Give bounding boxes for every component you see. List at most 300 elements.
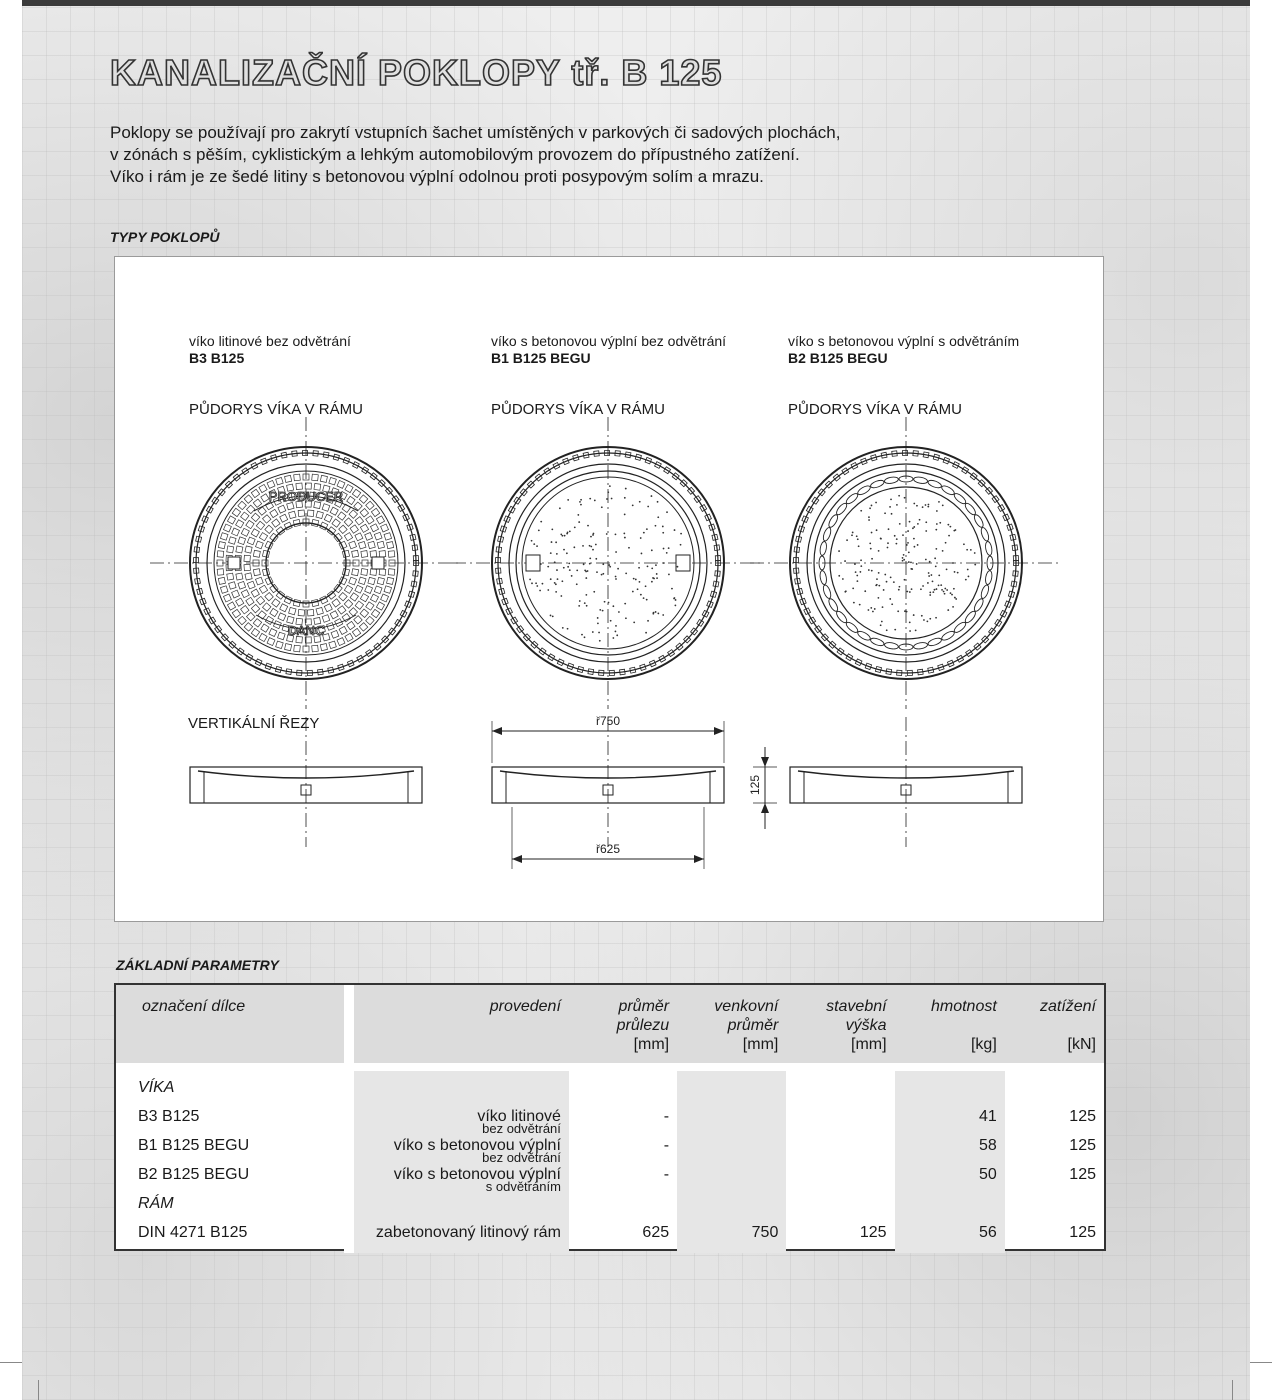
cobble-pattern [366,516,374,524]
concrete-speckle [932,591,934,593]
concrete-speckle [903,559,905,561]
category-row [116,1195,1104,1224]
concrete-speckle [585,594,587,596]
concrete-speckle [640,594,642,596]
concrete-speckle [655,525,657,527]
concrete-speckle [870,548,872,550]
vent-slot [927,637,942,647]
concrete-speckle [877,597,879,599]
concrete-speckle [633,578,635,580]
concrete-speckle [651,549,653,551]
concrete-speckle [909,591,911,593]
cobble-pattern [324,604,332,612]
table-row: B2 B125 BEGU víko s betonovou výplní s odvětráním - 50 125 [138,1166,1096,1194]
concrete-speckle [878,585,880,587]
cobble-pattern [259,484,267,492]
concrete-speckle [581,634,583,636]
cover-code: B1 B125 BEGU [491,350,591,366]
concrete-speckle [671,588,673,590]
cobble-pattern [241,606,249,614]
arrow-head [714,727,724,735]
concrete-speckle [868,609,870,611]
cobble-pattern [355,517,363,525]
concrete-speckle [886,629,888,631]
concrete-speckle [951,594,953,596]
concrete-speckle [610,620,612,622]
cobble-pattern [289,607,296,614]
cobble-pattern [361,569,368,576]
concrete-speckle [876,578,878,580]
concrete-speckle [935,548,937,550]
concrete-speckle [894,535,896,537]
vent-slot [819,570,827,585]
concrete-speckle [911,568,913,570]
concrete-speckle [674,605,676,607]
concrete-speckle [624,497,626,499]
concrete-speckle [536,585,538,587]
concrete-speckle [668,547,670,549]
concrete-speckle [925,559,927,561]
cobble-pattern [270,533,278,541]
cobble-pattern [294,474,301,481]
concrete-speckle [577,514,579,516]
cobble-pattern [329,477,337,485]
concrete-speckle [599,609,601,611]
concrete-speckle [894,629,896,631]
cobble-pattern [370,594,378,602]
concrete-speckle [657,516,659,518]
concrete-speckle [944,588,946,590]
cobble-pattern [349,577,357,585]
crop-mark [38,1380,39,1400]
cobble-pattern [327,527,335,535]
vent-slot [835,610,849,625]
concrete-speckle [871,532,873,534]
cobble-pattern [238,581,246,589]
concrete-speckle [934,557,936,559]
vent-slot [985,570,993,585]
params-grid [116,985,1104,1261]
cobble-pattern [376,602,384,610]
cobble-pattern [238,501,246,509]
concrete-speckle [609,566,611,568]
concrete-speckle [651,581,653,583]
vent-slot [913,476,928,484]
concrete-speckle [674,529,676,531]
cobble-pattern [312,474,319,481]
cover-desc: víko litinové bez odvětrání [189,333,351,349]
concrete-speckle [625,488,627,490]
concrete-speckle [606,533,608,535]
cobble-pattern [379,551,386,558]
cobble-pattern [245,546,252,553]
cobble-pattern [220,533,228,541]
concrete-speckle [878,572,880,574]
concrete-speckle [612,637,614,639]
concrete-speckle [598,632,600,634]
cobble-pattern [218,542,225,549]
cobble-pattern [232,528,240,536]
concrete-speckle [657,501,659,503]
cobble-pattern [332,599,340,607]
concrete-speckle [666,511,668,513]
cobble-pattern [227,573,234,580]
concrete-speckle [955,529,957,531]
concrete-speckle [936,510,938,512]
concrete-speckle [925,521,927,523]
concrete-speckle [852,532,854,534]
vent-slot [870,637,885,647]
cobble-pattern [236,598,244,606]
concrete-speckle [632,591,634,593]
concrete-speckle [871,505,873,507]
vent-slot [835,502,849,517]
vertical-section [492,717,724,847]
concrete-speckle [651,567,653,569]
concrete-speckle [954,597,956,599]
concrete-speckle [855,571,857,573]
cobble-pattern [276,641,284,649]
concrete-speckle [916,505,918,507]
concrete-speckle [852,587,854,589]
concrete-speckle [946,589,948,591]
params-heading: ZÁKLADNÍ PARAMETRY [116,957,279,973]
cobble-pattern [261,624,269,632]
cobble-pattern [294,645,301,652]
header-opening: průměr průlezu [mm] [569,985,677,1063]
concrete-speckle [917,523,919,525]
concrete-speckle [576,569,578,571]
concrete-speckle [913,614,915,616]
concrete-speckle [864,590,866,592]
concrete-speckle [593,533,595,535]
concrete-speckle [860,565,862,567]
concrete-speckle [908,561,910,563]
concrete-speckle [640,537,642,539]
concrete-speckle [890,498,892,500]
concrete-speckle [912,527,914,529]
concrete-speckle [950,592,952,594]
cobble-pattern [270,509,278,517]
lift-hole [372,557,384,569]
cobble-pattern [280,514,288,522]
table-row: B3 B125 víko litinové bez odvětrání - 41 125 [138,1108,1096,1136]
concrete-speckle [573,546,575,548]
cobble-pattern [320,475,327,482]
cobble-pattern [259,533,267,541]
concrete-speckle [858,545,860,547]
cobble-pattern [255,577,263,585]
concrete-speckle [931,574,933,576]
cobble-pattern [263,603,271,611]
concrete-speckle [540,521,542,523]
concrete-speckle [637,588,639,590]
concrete-speckle [929,561,931,563]
concrete-speckle [563,549,565,551]
concrete-speckle [897,610,899,612]
concrete-speckle [643,532,645,534]
concrete-speckle [869,542,871,544]
concrete-speckle [887,547,889,549]
concrete-speckle [556,569,558,571]
concrete-speckle [547,566,549,568]
concrete-speckle [639,581,641,583]
concrete-speckle [927,506,929,508]
vent-slot [845,492,860,506]
cobble-pattern [251,589,259,597]
concrete-speckle [846,539,848,541]
cobble-pattern [355,533,363,541]
concrete-speckle [585,571,587,573]
concrete-speckle [871,558,873,560]
concrete-speckle [592,549,594,551]
concrete-speckle [531,540,533,542]
vent-slot [964,502,978,517]
cobble-pattern [236,546,243,553]
concrete-speckle [942,504,944,506]
concrete-speckle [643,597,645,599]
cobble-pattern [355,585,363,593]
vent-slot [822,584,832,599]
concrete-speckle [554,561,556,563]
cobble-pattern [365,586,373,594]
cobble-pattern [371,609,379,617]
concrete-speckle [954,571,956,573]
arrow-head [761,757,769,767]
concrete-speckle [615,578,617,580]
concrete-speckle [896,538,898,540]
concrete-speckle [653,612,655,614]
cobble-pattern [344,518,352,526]
concrete-speckle [944,593,946,595]
arrow-head [492,727,502,735]
concrete-speckle [907,542,909,544]
vent-slot [819,541,827,556]
category-row [116,1071,1104,1108]
table-row: DIN 4271 B125 zabetonovaný litinový rám 625 750 125 56 125 [116,1224,1104,1253]
cobble-pattern [278,613,286,621]
cobble-pattern [339,626,347,634]
cobble-pattern [366,616,374,624]
concrete-speckle [881,621,883,623]
concrete-speckle [926,620,928,622]
cobble-pattern [247,581,255,589]
cobble-pattern [345,484,353,492]
cobble-pattern [387,542,394,549]
concrete-speckle [838,575,840,577]
vent-slot [822,527,832,542]
cobble-pattern [344,585,352,593]
concrete-speckle [574,526,576,528]
concrete-speckle [884,512,886,514]
concrete-speckle [904,579,906,581]
concrete-speckle [936,588,938,590]
cobble-pattern [368,541,375,548]
concrete-speckle [561,580,563,582]
cobble-pattern [374,586,382,594]
cobble-pattern [307,510,314,517]
cobble-pattern [339,592,347,600]
cobble-pattern [384,586,392,594]
concrete-speckle [910,561,912,563]
header-weight: hmotnost [kg] [895,985,1005,1063]
concrete-speckle [568,562,570,564]
manhole-cover-plan [750,417,1062,709]
concrete-speckle [562,627,564,629]
concrete-speckle [968,576,970,578]
concrete-speckle [938,574,940,576]
concrete-speckle [899,586,901,588]
concrete-speckle [859,571,861,573]
cobble-pattern [229,537,236,544]
manhole-cover-plan [452,417,764,709]
concrete-speckle [589,545,591,547]
vent-slot [827,597,839,612]
concrete-speckle [953,588,955,590]
cobble-pattern [358,577,366,585]
concrete-speckle [898,495,900,497]
concrete-speckle [647,620,649,622]
vent-slot [927,479,942,489]
concrete-speckle [645,585,647,587]
concrete-speckle [677,566,679,568]
cobble-pattern [307,610,314,617]
concrete-speckle [656,573,658,575]
concrete-speckle [899,523,901,525]
intro-line: v zónách s pěším, cyklistickým a lehkým automobilovým provozem do přípustného zatížení. [110,145,800,164]
concrete-speckle [585,577,587,579]
cobble-pattern [334,533,342,541]
cobble-pattern [253,569,260,576]
concrete-speckle [535,582,537,584]
concrete-speckle [542,583,544,585]
concrete-speckle [856,580,858,582]
concrete-speckle [584,602,586,604]
vent-slot [973,597,985,612]
cobble-pattern [227,602,235,610]
cobble-pattern [241,590,249,598]
cover-code: B3 B125 [189,350,245,366]
vent-slot [940,630,955,642]
concrete-speckle [868,519,870,521]
concrete-speckle [680,533,682,535]
cobble-pattern [355,601,363,609]
lift-pocket [676,555,690,571]
cobble-pattern [371,508,379,516]
concrete-speckle [923,619,925,621]
cobble-pattern [255,541,263,549]
category-lids: VÍKA [138,1079,175,1096]
cobble-pattern [377,577,384,584]
concrete-speckle [965,579,967,581]
concrete-speckle [947,609,949,611]
concrete-speckle [615,533,617,535]
concrete-speckle [533,543,535,545]
concrete-speckle [567,628,569,630]
concrete-speckle [854,563,856,565]
concrete-speckle [550,615,552,617]
cobble-pattern [280,604,288,612]
concrete-speckle [970,549,972,551]
concrete-speckle [906,611,908,613]
cobble-pattern [329,641,337,649]
concrete-speckle [589,563,591,565]
concrete-speckle [566,533,568,535]
concrete-speckle [564,535,566,537]
cobble-pattern [251,513,259,521]
cobble-pattern [232,609,240,617]
cobble-pattern [332,519,340,527]
concrete-speckle [880,538,882,540]
concrete-speckle [608,602,610,604]
concrete-speckle [949,526,951,528]
category-frame: RÁM [138,1195,174,1212]
vent-slot [856,484,871,496]
concrete-speckle [947,524,949,526]
concrete-speckle [604,601,606,603]
concrete-speckle [589,498,591,500]
vent-slot [940,484,955,496]
concrete-speckle [929,594,931,596]
concrete-speckle [566,552,568,554]
cobble-pattern [361,551,368,558]
cobble-pattern [265,525,273,533]
concrete-speckle [624,537,626,539]
cobble-pattern [223,594,231,602]
concrete-speckle [939,522,941,524]
concrete-speckle [868,569,870,571]
concrete-speckle [555,591,557,593]
cobble-pattern [232,590,240,598]
concrete-speckle [922,585,924,587]
types-heading: TYPY POKLOPŮ [110,229,220,245]
cobble-pattern [220,586,228,594]
concrete-speckle [580,504,582,506]
concrete-speckle [909,630,911,632]
concrete-speckle [851,534,853,536]
cobble-pattern [370,569,377,576]
concrete-speckle [617,568,619,570]
concrete-speckle [601,506,603,508]
concrete-speckle [902,557,904,559]
cobble-pattern [256,521,264,529]
cobble-pattern [352,628,360,636]
concrete-speckle [860,510,862,512]
concrete-speckle [583,563,585,565]
concrete-speckle [595,558,597,560]
cobble-pattern [352,489,360,497]
cobble-pattern [298,610,305,617]
cobble-pattern [285,475,292,482]
cobble-pattern [244,495,252,503]
concrete-speckle [963,543,965,545]
concrete-speckle [618,611,620,613]
concrete-speckle [567,499,569,501]
concrete-speckle [645,632,647,634]
cover-type-1 [189,333,351,367]
cobble-pattern [360,524,368,532]
concrete-speckle [889,506,891,508]
cobble-pattern [278,632,286,640]
concrete-speckle [906,544,908,546]
concrete-speckle [882,606,884,608]
vent-slot [985,541,993,556]
vent-slot [953,492,968,506]
concrete-speckle [582,545,584,547]
cobble-pattern [270,608,278,616]
cobble-pattern [261,494,269,502]
concrete-speckle [547,589,549,591]
